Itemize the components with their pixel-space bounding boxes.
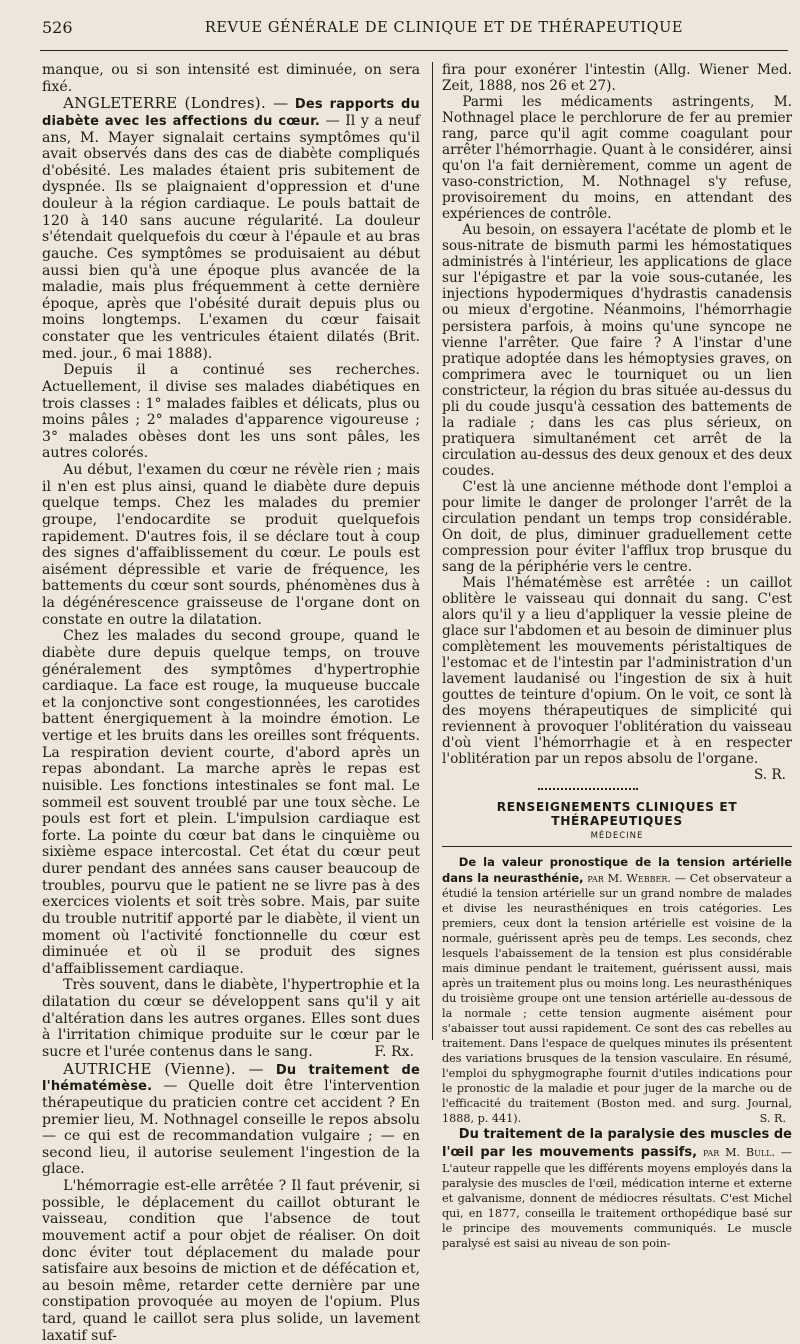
article-body: — L'auteur rappelle que les différents moyens employés dans la paralysie des muscles de l'œil, médication interne et externe et galvanisme, donnent de médiocres résultats. C'est Michel qui, en 1877, conseilla le traitement orthopédique basé sur le principe des mouvements communiqués. Le muscle paralysé est saisi au niveau de son poin- — [442, 1145, 792, 1250]
article-title: Du traitement de l'hématémèse. — [42, 1062, 420, 1095]
ornament-line — [538, 788, 638, 790]
paragraph: Au besoin, on essayera l'acétate de plomb et le sous-nitrate de bismuth parmi les hémostatiques administrés à l'intérieur, les applications de glace sur l'épigastre et par la voie sous-cutanée, les injections hypodermiques d'hydrastis canadensis ou mieux d'ergotine. Néanmoins, l'hémorrhagie persistera parfois, à moins qu'une syncope ne vienne l'arrêter. Que faire ? A l'instar d'une pratique adoptée dans les hémoptysies graves, on comprimera avec le tourniquet ou un lien constricteur, la région du bras située au-dessus du pli du coude jusqu'à cessation des battements de la radiale ; dans les cas plus sérieux, on pratiquera simultanément cet arrêt de la circulation au-dessus des deux genoux et des deux coudes. — [442, 222, 792, 479]
paragraph: Chez les malades du second groupe, quand le diabète dure depuis quelque temps, on trouve généralement des symptômes d'hypertrophie cardiaque. La face est rouge, la muqueuse buccale et la conjonctive sont congestionnées, les carotides battent énergiquement à la moindre émotion. Le vertige et les bruits dans les oreilles sont fréquents. La respiration devient courte, d'abord après un repas abondant. La marche après le repas est nuisible. Les fonctions intestinales se font mal. Le sommeil est souvent troublé par une toux sèche. Le pouls est fort et plein. L'impulsion cardiaque est forte. La pointe du cœur bat dans le cinquième ou sixième espace intercostal. Cet état du cœur peut durer pendant des années sans causer beaucoup de troubles, pourvu que le patient ne se livre pas à des exercices violents et soit très sobre. Mais, par suite du trouble nutritif apporté par le diabète, il vient un moment où l'activité fonctionnelle du cœur est diminuée et où il se produit des signes d'affaiblissement cardiaque. — [42, 628, 420, 977]
paragraph: C'est là une ancienne méthode dont l'emploi a pour limite le danger de prolonger l'arrêt de la circulation pendant un temps trop considérable. On doit, de plus, diminuer graduellement cette compression pour éviter l'afflux trop brusque du sang de la périphérie vers le centre. — [442, 478, 792, 575]
section-title: RENSEIGNEMENTS CLINIQUES ET THÉRAPEUTIQUES — [496, 800, 738, 829]
article-tension-arterielle — [442, 855, 792, 1126]
article-paralysie-oeil — [442, 1126, 792, 1251]
article-title: Du traitement de la paralysie des muscles de l'œil par les mouvements passifs, — [442, 1127, 792, 1160]
paragraph: fira pour exonérer l'intestin (Allg. Wiener Med. Zeit, 1888, nos 26 et 27). — [442, 62, 792, 95]
article-body: — Quelle doit être l'intervention thérapeutique du praticien contre cet accident ? En premier lieu, M. Nothnagel conseille le repos absolu — ce qui est de recommandation vulgaire ; — en second lieu, il autorise seulement l'ingestion de la glace. — [42, 1078, 420, 1178]
paragraph: Au début, l'examen du cœur ne révèle rien ; mais il n'en est plus ainsi, quand le diabète dure depuis quelque temps. Chez les malades du premier groupe, l'endocardite se produit quelquefois rapidement. D'autres fois, il se déclare tout à coup des signes d'affaiblissement du cœur. Le pouls est aisément dépressible et varie de fréquence, les battements du cœur sont sourds, phénomènes dus à la dégénérescence graisseuse de l'organe dont on constate en outre la dilatation. — [42, 462, 420, 628]
running-head — [42, 18, 786, 42]
paragraph: Parmi les médicaments astringents, M. Nothnagel place le perchlorure de fer au premier rang, parce qu'il agit comme coagulant pour arrêter l'hémorrhagie. Quant à le considérer, ainsi qu'on l'a fait dernièrement, comme un agent de vaso-constriction, M. Nothnagel s'y refuse, provisoirement du moins, en attendant des expériences de contrôle. — [442, 94, 792, 223]
author-signature: S. R. — [759, 1112, 786, 1126]
paragraph: Depuis il a continué ses recherches. Actuellement, il divise ses malades diabétiques en trois classes : 1° malades faibles et délicats, plus ou moins pâles ; 2° malades d'apparence vigoureuse ; 3° malades obèses dont les uns sont pâles, les autres colorés. — [42, 362, 420, 462]
section-subtitle: MÉDECINE — [590, 831, 644, 842]
article-author: par M. Bull. — [697, 1145, 776, 1159]
right-column — [442, 62, 793, 1250]
paragraph-text: Mais l'hématémèse est arrêtée : un caillot oblitère le vaisseau qui donnait du sang. C'est alors qu'il y a lieu d'appliquer la vessie pleine de glace sur l'abdomen et au besoin de diminuer plus complètement les mouvements péristaltiques de l'estomac et de l'intestin par l'administration d'un lavement laudanisé ou l'ingestion de six à huit gouttes de teinture d'opium. On le voit, ce sont là des moyens thérapeutiques de simplicité qui reviennent à provoquer l'oblitération du vaisseau d'où vient l'hémorrhagie et à en respecter l'oblitération par un repos absolu de l'organe. — [442, 575, 792, 768]
article-country-heading: ANGLETERRE (Londres). — — [63, 94, 289, 113]
paragraph: L'hémorragie est-elle arrêtée ? Il faut prévenir, si possible, le déplacement du caillot obturant le vaisseau, condition que l'absence de tout mouvement actif a pour objet de réaliser. On doit donc éviter tout déplacement du malade pour satisfaire aux besoins de miction et de défécation et, au besoin même, retarder cette dernière par une constipation provoquée au moyen de l'opium. Plus tard, quand le caillot sera plus solide, un lavement laxatif suf- — [42, 1178, 420, 1344]
article-body: — Il y a neuf ans, M. Mayer signalait certains symptômes qu'il avait observés dans des cas de diabète compliqués d'obésité. Les malades étaient pris subitement de dyspnée. Ils se plaignaient d'oppression et d'une douleur à la région cardiaque. Le pouls battait de 120 à 140 sans aucune régularité. La douleur s'étendait quelquefois du cœur à l'épaule et au bras gauche. Ces symptômes se produisaient au début aussi bien qu'à une époque plus avancée de la maladie, mais plus fréquemment à cette dernière époque, après que l'obésité durait depuis plus ou moins longtemps. L'examen du cœur faisait constater que les ventricules étaient dilatés (Brit. med. jour., 6 mai 1888). — [42, 112, 420, 362]
article-angleterre-intro — [42, 95, 420, 362]
paragraph — [42, 977, 420, 1060]
section-rule — [442, 846, 792, 847]
article-body: — Cet observateur a étudié la tension artérielle sur un grand nombre de malades et divise les neurasthéniques en trois catégories. Les premiers, ceux dont la tension artérielle est voisine de la normale, guérissent après peu de temps. Les seconds, chez lesquels l'abaissement de la tension est plus considérable mais diminue pendant le traitement, guérissent aussi, mais après un traitement plus ou moins long. Les neurasthéniques du troisième groupe ont une tension artérielle au-dessous de la normale ; cette tension augmente aisément pour s'abaisser tout aussi rapidement. Ce sont des cas rebelles au traitement. Dans l'espace de quelques minutes ils présentent des variations brusques de la tension vasculaire. En résumé, l'emploi du sphygmographe fournit d'utiles indications pour le pronostic de la maladie et pour juger de la marche ou de l'efficacité du traitement (Boston med. and surg. Journal, 1888, p. 441). — [442, 871, 793, 1126]
page-number: 526 — [42, 18, 73, 37]
header-rule — [40, 50, 788, 51]
left-column — [42, 62, 420, 1344]
article-country-heading: AUTRICHE (Vienne). — — [63, 1059, 264, 1078]
author-signature: S. R. — [753, 767, 786, 784]
short-articles — [442, 855, 792, 1251]
article-author: par M. Webber. — [583, 871, 671, 885]
journal-title: REVUE GÉNÉRALE DE CLINIQUE ET DE THÉRAPEUTIQUE — [204, 20, 684, 36]
column-divider — [432, 62, 433, 1040]
author-signature: F. Rx. — [374, 1043, 414, 1060]
continued-article — [442, 62, 792, 784]
article-autriche-intro — [42, 1061, 420, 1178]
article-title: De la valeur pronostique de la tension artérielle dans la neurasthénie, — [442, 855, 792, 885]
paragraph-text: Très souvent, dans le diabète, l'hypertrophie et la dilatation du cœur se développent sans qu'il y ait d'altération dans les autres organes. Elles sont dues à l'irritation chimique produite sur le cœur par le sucre et l'urée contenus dans le sang. — [42, 977, 420, 1060]
article-title: Des rapports du diabète avec les affections du cœur. — [42, 97, 420, 129]
paragraph — [442, 575, 792, 784]
paragraph: manque, ou si son intensité est diminuée, on sera fixé. — [42, 62, 420, 95]
